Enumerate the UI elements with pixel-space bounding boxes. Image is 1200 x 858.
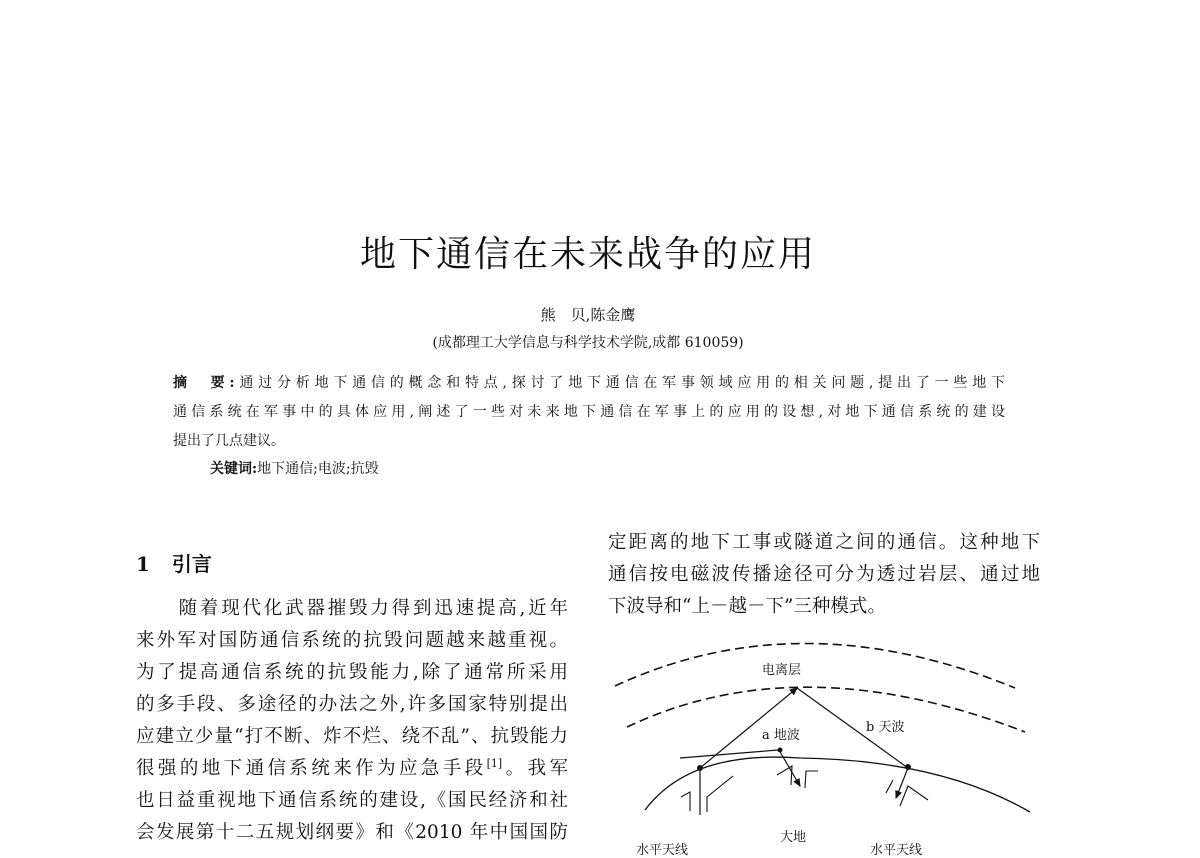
authors: 熊 贝,陈金鹰	[540, 306, 636, 324]
affiliation: (成都理工大学信息与科学技术学院,成都 610059)	[432, 335, 744, 351]
body-line: 定距离的地下工事或隧道之间的通信。这种地下	[608, 532, 1040, 553]
antenna-left-bracket	[681, 776, 733, 812]
section-heading: 1 引言	[136, 552, 212, 576]
abstract-line: 提出了几点建议。	[173, 433, 285, 449]
ionosphere-outer-arc	[615, 643, 1015, 688]
label-ground-wave: a 地波	[762, 728, 800, 743]
paper-title: 地下通信在未来战争的应用	[359, 234, 816, 275]
body-line: 下波导和“上－越－下”三种模式。	[608, 596, 886, 617]
body-line: 应建立少量“打不断、炸不烂、绕不乱”、抗毁能力	[136, 726, 568, 747]
abstract-line: 通信系统在军事中的具体应用,阐述了一些对未来地下通信在军事上的应用的设想,对地下通信系统的建设	[173, 404, 1005, 420]
body-line: 为了提高通信系统的抗毁能力,除了通常所采用	[136, 662, 568, 683]
label-sky-wave: b 天波	[866, 720, 905, 735]
body-line: 来外军对国防通信系统的抗毁问题越来越重视。	[136, 630, 568, 651]
body-line: 也日益重视地下通信系统的建设,《国民经济和社	[136, 790, 568, 811]
body-line: 很强的地下通信系统来作为应急手段[1]。我军	[136, 756, 568, 779]
antenna-mid-bracket	[777, 766, 818, 788]
refracted-wave-right	[896, 768, 908, 798]
antenna-right-bracket	[886, 780, 928, 806]
body-line: 随着现代化武器摧毁力得到迅速提高,近年	[136, 598, 568, 619]
body-line: 通信按电磁波传播途径可分为透过岩层、通过地	[608, 564, 1040, 585]
label-earth: 大地	[780, 830, 807, 845]
keywords: 关键词:地下通信;电波;抗毁	[210, 461, 379, 477]
body-line: 的多手段、多途径的办法之外,许多国家特别提出	[136, 694, 568, 715]
body-line: 会发展第十二五规划纲要》和《2010 年中国国防	[136, 822, 568, 843]
abstract-line: 摘 要:通过分析地下通信的概念和特点,探讨了地下通信在军事领域应用的相关问题,提出了一些地下	[173, 375, 1006, 391]
citation: [1]	[486, 756, 503, 770]
label-antenna-right: 水平天线	[870, 843, 923, 858]
label-antenna-left: 水平天线	[636, 843, 689, 858]
label-ionosphere: 电离层	[762, 663, 802, 678]
abstract-label: 摘 要:	[173, 375, 235, 391]
